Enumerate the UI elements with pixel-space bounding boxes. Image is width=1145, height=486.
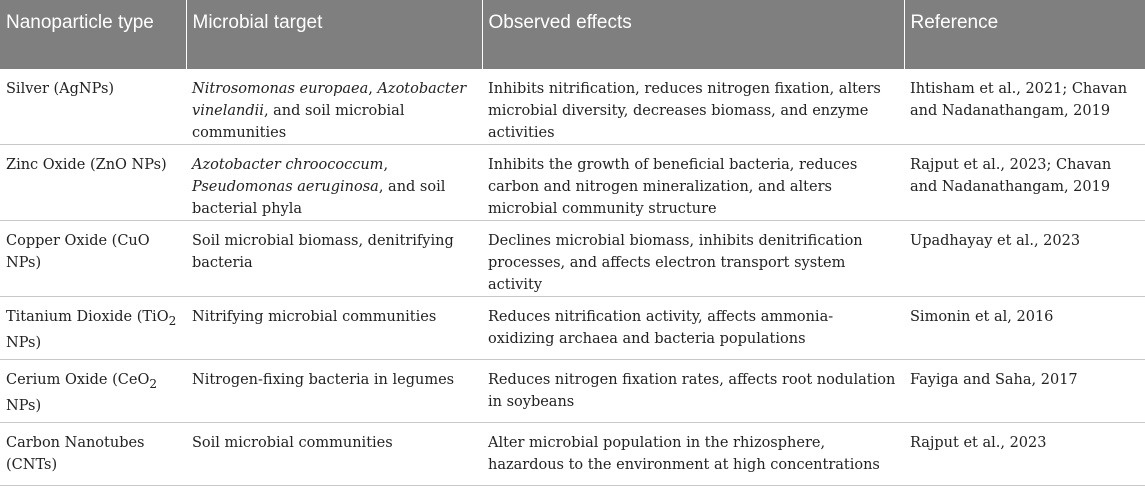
table-row — [0, 221, 1145, 297]
organism-name: Pseudomonas aeruginosa — [192, 179, 379, 195]
table-row — [0, 69, 1145, 145]
cell-type: Zinc Oxide (ZnO NPs) — [0, 145, 186, 221]
cell-reference: Rajput et al., 2023; Chavan and Nadanathangam, 2019 — [904, 145, 1145, 221]
cell-type: Copper Oxide (CuO NPs) — [0, 221, 186, 297]
header-observed-effects: Observed effects — [482, 0, 904, 69]
organism-name: Nitrosomonas europaea — [192, 81, 369, 97]
cell-effects: Inhibits nitrification, reduces nitrogen fixation, alters microbial diversity, decreases biomass, and enzyme activities — [488, 81, 881, 141]
cell-target: Nitrogen-fixing bacteria in legumes — [186, 360, 482, 423]
cell-effects: Reduces nitrogen fixation rates, affects root nodulation in soybeans — [482, 360, 904, 423]
header-row — [0, 0, 1145, 69]
header-microbial-target: Microbial target — [186, 0, 482, 69]
cell-reference: Simonin et al, 2016 — [904, 297, 1145, 360]
cell-target: Soil microbial biomass, denitrifying bacteria — [186, 221, 482, 297]
cell-reference: Ihtisham et al., 2021; Chavan and Nadanathangam, 2019 — [910, 81, 1128, 119]
cell-reference: Rajput et al., 2023 — [904, 423, 1145, 486]
cell-effects: Reduces nitrification activity, affects ammonia-oxidizing archaea and bacteria populations — [482, 297, 904, 360]
table-row — [0, 423, 1145, 486]
table-row — [0, 360, 1145, 423]
organism-name: Azotobacter chroococcum — [192, 157, 384, 173]
cell-reference: Upadhayay et al., 2023 — [904, 221, 1145, 297]
organism-name: Azotobacter vinelandii — [192, 81, 467, 119]
cell-effects: Inhibits the growth of beneficial bacteria, reduces carbon and nitrogen mineralization, and alters microbial community structure — [482, 145, 904, 221]
table-row — [0, 297, 1145, 360]
cell-reference: Fayiga and Saha, 2017 — [904, 360, 1145, 423]
cell-type: Cerium Oxide (CeO$_2$ NPs) — [0, 360, 186, 423]
cell-effects: Alter microbial population in the rhizosphere, hazardous to the environment at high concentrations — [482, 423, 904, 486]
cell-target: Nitrifying microbial communities — [186, 297, 482, 360]
table-row — [0, 145, 1145, 221]
cell-type: Silver (AgNPs) — [6, 81, 115, 97]
cell-type: Titanium Dioxide (TiO$_2$ NPs) — [0, 297, 186, 360]
cell-effects: Declines microbial biomass, inhibits denitrification processes, and affects electron transport system activity — [482, 221, 904, 297]
cell-target: Azotobacter chroococcum, Pseudomonas aeruginosa, and soil bacterial phyla — [186, 145, 482, 221]
cell-target: Nitrosomonas europaea, Azotobacter vinelandii, and soil microbial communities — [192, 81, 467, 141]
header-nanoparticle-type: Nanoparticle type — [0, 0, 186, 69]
header-reference: Reference — [904, 0, 1145, 69]
cell-target: Soil microbial communities — [186, 423, 482, 486]
cell-type: Carbon Nanotubes (CNTs) — [0, 423, 186, 486]
